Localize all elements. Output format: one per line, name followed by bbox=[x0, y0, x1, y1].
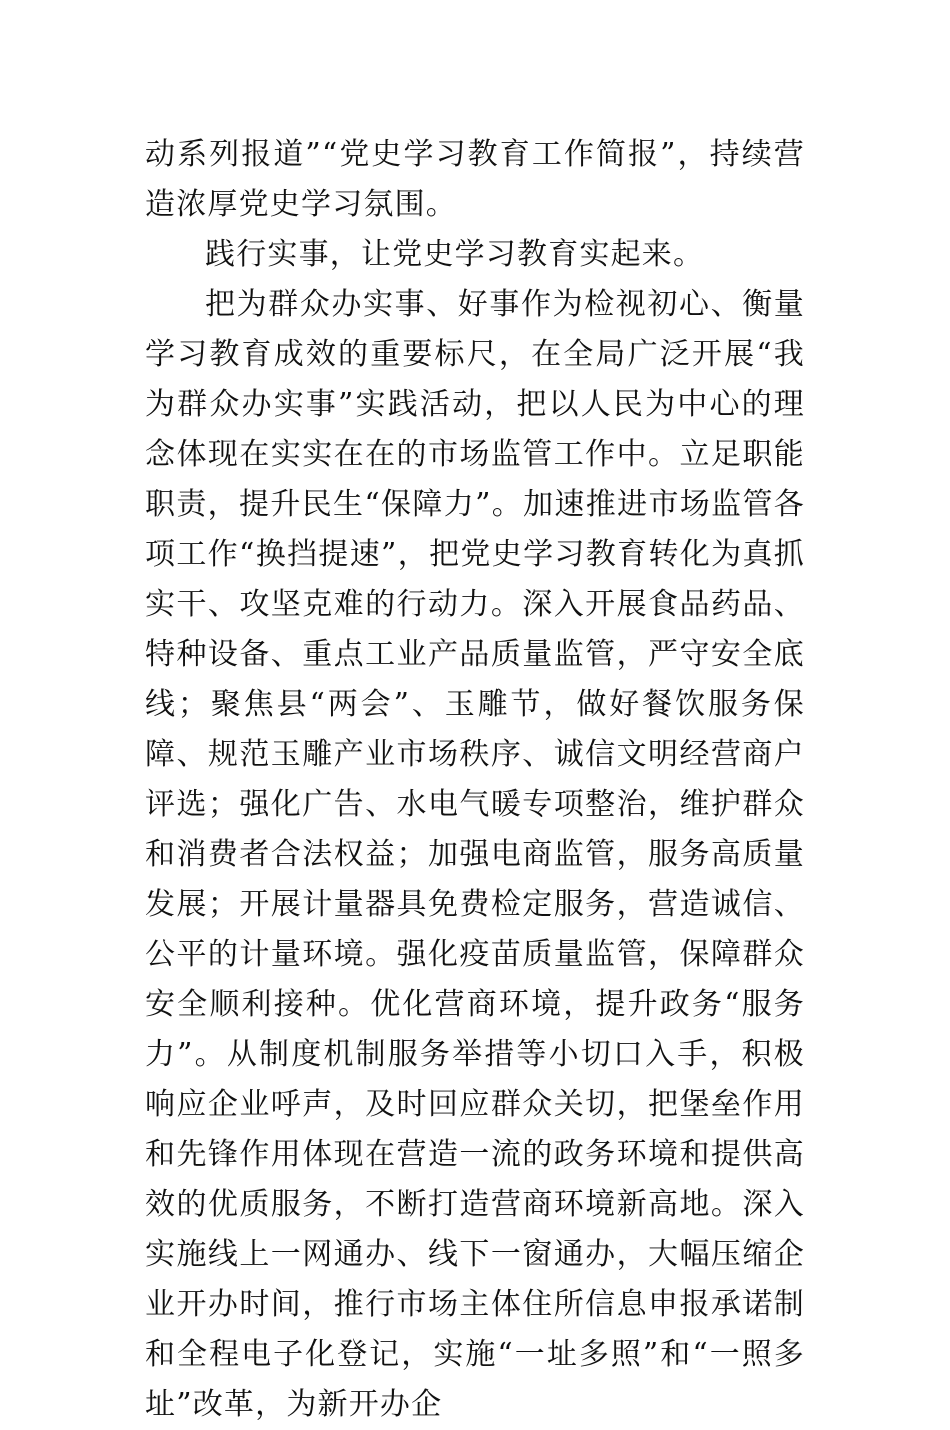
paragraph-continuation: 动系列报道”“党史学习教育工作简报”，持续营造浓厚党史学习氛围。 bbox=[145, 137, 805, 222]
paragraph-main: 把为群众办实事、好事作为检视初心、衡量学习教育成效的重要标尺，在全局广泛开展“我为群众办实事”实践活动，把以人民为中心的理念体现在实实在在的市场监管工作中。立足职能职责，提升民生“保障力”。加速推进市场监管各项工作“换挡提速”，把党史学习教育转化为真抓实干、攻坚克难的行动力。深入开展食品药品、特种设备、重点工业产品质量监管，严守安全底线；聚焦县“两会”、玉雕节，做好餐饮服务保障、规范玉雕产业市场秩序、诚信文明经营商户评选；强化广告、水电气暖专项整治，维护群众和消费者合法权益；加强电商监管，服务高质量发展；开展计量器具免费检定服务，营造诚信、公平的计量环境。强化疫苗质量监管，保障群众安全顺利接种。优化营商环境，提升政务“服务力”。从制度机制服务举措等小切口入手，积极响应企业呼声，及时回应群众关切，把堡垒作用和先锋作用体现在营造一流的政务环境和提供高效的优质服务，不断打造营商环境新高地。深入实施线上一网通办、线下一窗通办，大幅压缩企业开办时间，推行市场主体住所信息申报承诺制和全程电子化登记，实施“一址多照”和“一照多址”改革，为新开办企 bbox=[145, 287, 805, 1422]
document-body bbox=[145, 130, 805, 1430]
paragraph-heading: 践行实事，让党史学习教育实起来。 bbox=[205, 237, 705, 272]
